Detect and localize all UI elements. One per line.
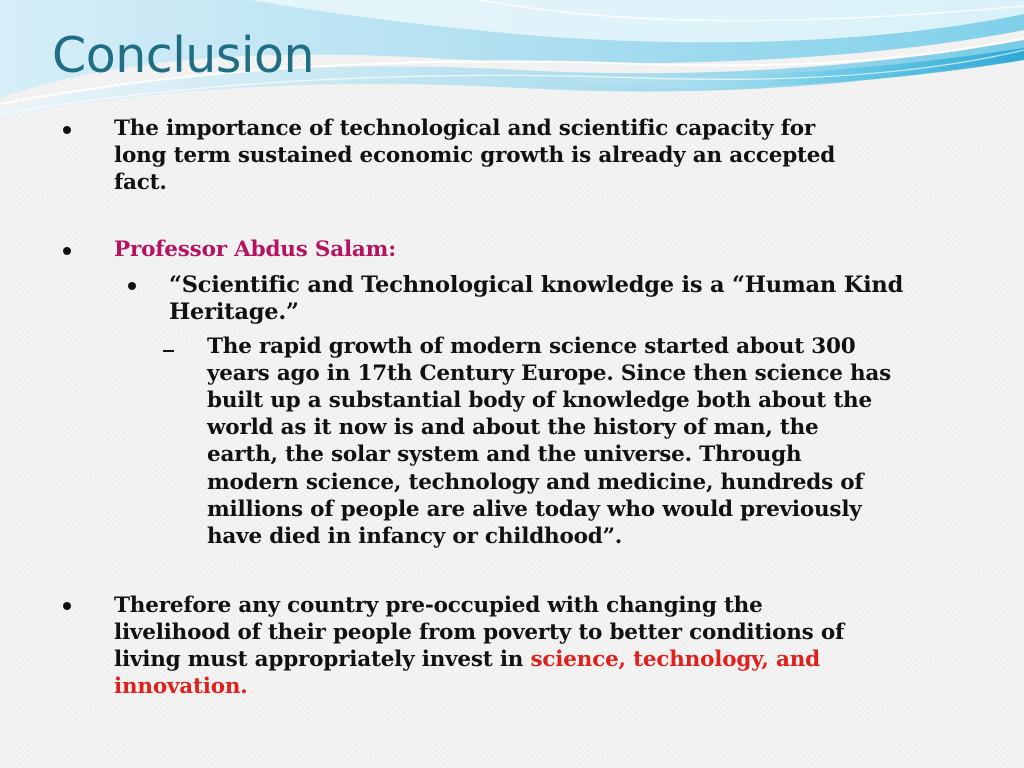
dash-marker [163,350,174,352]
detail-line-6: modern science, technology and medicine, hundreds of [207,470,864,495]
detail-line-1: The rapid growth of modern science started about 300 [207,334,856,359]
bullet-1-line-1: The importance of technological and scientific capacity for [114,116,816,141]
slide-title: Conclusion [52,27,315,84]
highlight-science-technology: science, technology, and [530,647,820,672]
bullet-dot-2 [63,247,71,255]
detail-line-8: have died in infancy or childhood”. [207,524,623,549]
bullet-3-line-3-plain: living must appropriately invest in [114,647,531,672]
speaker-name: Professor Abdus Salam: [114,237,396,262]
detail-line-3: built up a substantial body of knowledge both about the [207,388,872,413]
bullet-3-line-2: livelihood of their people from poverty to better conditions of [114,620,845,645]
bullet-3-line-1: Therefore any country pre-occupied with changing the [114,593,763,618]
detail-line-2: years ago in 17th Century Europe. Since then science has [207,361,892,386]
bullet-1-line-3: fact. [114,170,167,195]
quote-line-1: “Scientific and Technological knowledge is a “Human Kind [169,272,904,298]
detail-line-4: world as it now is and about the history of man, the [207,415,819,440]
detail-line-7: millions of people are alive today who would previously [207,497,862,522]
bullet-dot-3 [63,602,71,610]
highlight-innovation: innovation. [114,674,248,699]
sub-bullet-dot [128,282,136,290]
quote-line-2: Heritage.” [169,299,299,325]
detail-line-5: earth, the solar system and the universe. Through [207,442,802,467]
bullet-3-line-3 [114,646,820,673]
bullet-1-line-2: long term sustained economic growth is already an accepted [114,143,836,168]
bullet-dot-1 [63,126,71,134]
